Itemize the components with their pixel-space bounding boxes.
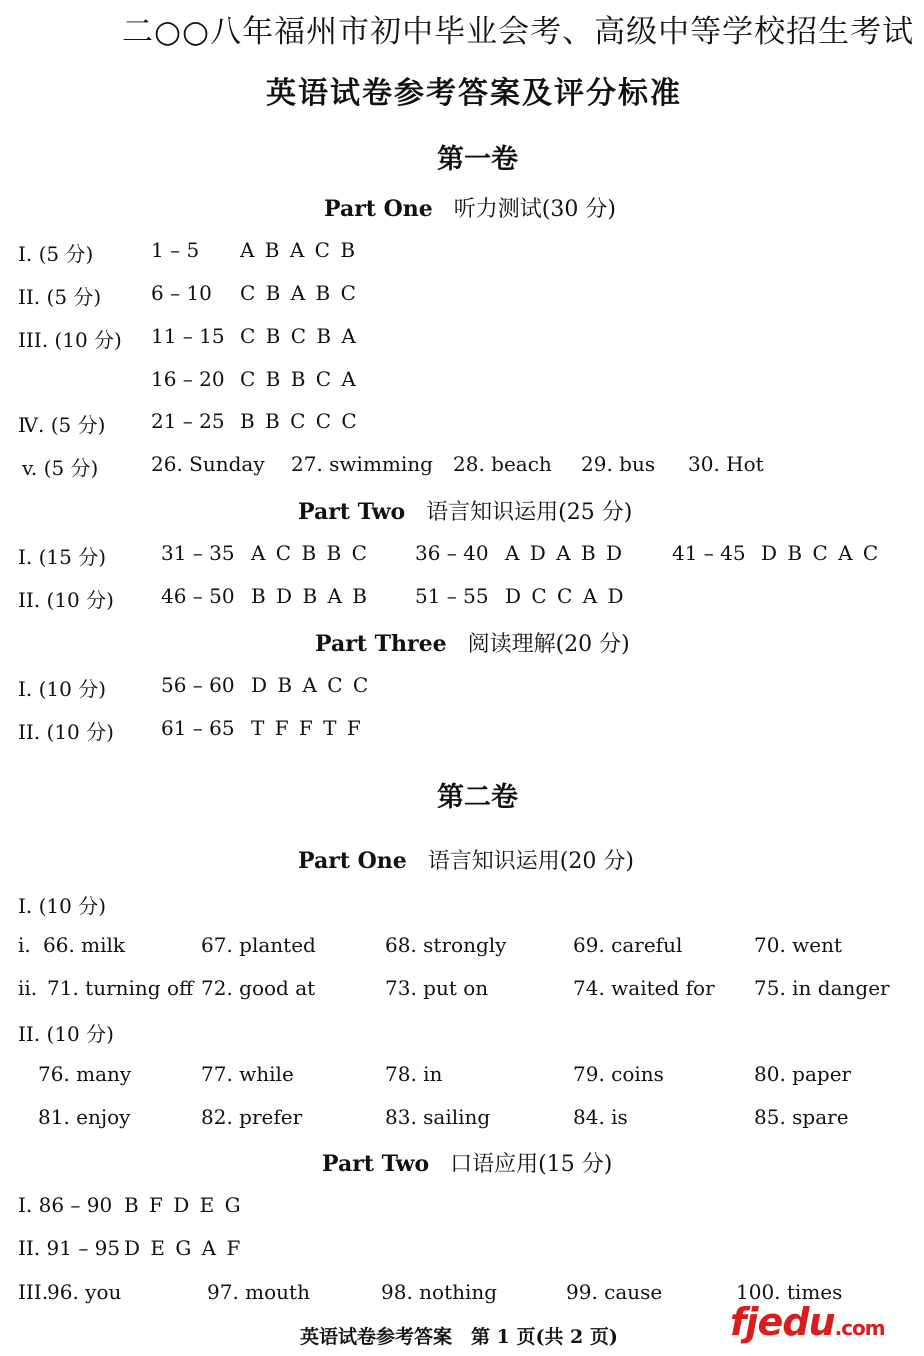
part-name: Part Three [315,631,447,657]
answers: D B C A C [761,541,881,565]
section-label: III. [18,1280,49,1304]
question-range: 36 – 40 [415,541,489,565]
answer-item: 83. sailing [385,1105,491,1129]
answer-item: 30. Hot [688,452,764,476]
answer-item: 82. prefer [201,1105,303,1129]
question-range: 41 – 45 [672,541,746,565]
exam-title: 二○○八年福州市初中毕业会考、高级中等学校招生考试 [122,14,915,50]
answers: A C B B C [251,541,369,565]
v1-part-two-heading [298,495,632,526]
v2-part-two-heading [322,1147,612,1178]
section-label: II. (5 分) [18,285,102,309]
answer-item: 97. mouth [207,1280,310,1304]
answer-item: 77. while [201,1062,294,1086]
answers: B B C C C [240,409,359,433]
answer-item: 84. is [573,1105,628,1129]
section-label: II. (10 分) [18,1022,114,1046]
row-prefix: i. [18,933,31,957]
question-range: 16 – 20 [151,367,225,391]
v1-part-three-heading [315,627,630,658]
answer-item: 75. in danger [754,976,890,1000]
question-range: 51 – 55 [415,584,489,608]
answer-item: 26. Sunday [151,452,265,476]
answers: T F F T F [251,716,363,740]
answer-item: 72. good at [201,976,316,1000]
answer-item: 74. waited for [573,976,715,1000]
answer-item: 28. beach [453,452,552,476]
section-label: Ⅳ. (5 分) [18,413,106,437]
answer-key-title: 英语试卷参考答案及评分标准 [266,76,682,111]
v1-part-one-heading [324,192,616,223]
section-label: I. (15 分) [18,545,107,569]
answer-item: 29. bus [581,452,656,476]
part-name: Part One [324,196,433,222]
answers: A B A C B [240,238,358,262]
row-prefix: ii. [18,976,38,1000]
question-range: 1 – 5 [151,238,200,262]
fjedu-logo [730,1300,885,1344]
volume-2-title: 第二卷 [437,782,518,813]
part-desc: 听力测试(30 分) [453,197,616,222]
answers: D E G A F [124,1236,243,1260]
answer-item: 81. enjoy [38,1105,131,1129]
answer-item: 76. many [38,1062,132,1086]
question-range: 31 – 35 [161,541,235,565]
answer-item: 69. careful [573,933,683,957]
volume-1-title: 第一卷 [437,144,518,175]
section-label: II. (10 分) [18,720,114,744]
section-label: v. (5 分) [22,456,99,480]
answers: D C C A D [505,584,626,608]
answers: C B A B C [240,281,358,305]
part-desc: 口语应用(15 分) [450,1152,613,1177]
answers: C B C B A [240,324,358,348]
v2-part-one-heading [298,844,634,875]
page-footer: 英语试卷参考答案 第 1 页(共 2 页) [300,1326,618,1348]
part-desc: 语言知识运用(20 分) [427,849,634,874]
answers: D B A C C [251,673,371,697]
answer-item: 78. in [385,1062,443,1086]
question-range: 46 – 50 [161,584,235,608]
section-label: I. (5 分) [18,242,94,266]
logo-suffix: .com [834,1316,885,1340]
answers: A D A B D [505,541,625,565]
answer-item: 99. cause [566,1280,663,1304]
logo-brand: fjedu [730,1300,835,1344]
answer-item: 67. planted [201,933,316,957]
section-label: I. 86 – 90 [18,1193,113,1217]
answer-item: 73. put on [385,976,489,1000]
section-label: I. (10 分) [18,677,107,701]
answers: B D B A B [251,584,369,608]
answer-item: 68. strongly [385,933,507,957]
question-range: 56 – 60 [161,673,235,697]
answer-item: 66. milk [43,933,126,957]
answer-item: 70. went [754,933,843,957]
question-range: 61 – 65 [161,716,235,740]
answer-item: 71. turning off [47,976,194,1000]
part-name: Part Two [322,1151,430,1177]
question-range: 11 – 15 [151,324,225,348]
answer-item: 80. paper [754,1062,852,1086]
answers: B F D E G [124,1193,243,1217]
answers: C B B C A [240,367,358,391]
answer-item: 100. times [736,1280,843,1304]
section-label: II. (10 分) [18,588,114,612]
answer-item: 98. nothing [381,1280,498,1304]
part-desc: 语言知识运用(25 分) [426,500,633,525]
section-label: I. (10 分) [18,894,107,918]
question-range: 6 – 10 [151,281,212,305]
answer-item: 79. coins [573,1062,664,1086]
part-name: Part One [298,848,407,874]
part-name: Part Two [298,499,406,525]
answer-item: 27. swimming [291,452,433,476]
answer-item: 85. spare [754,1105,849,1129]
section-label: II. 91 – 95 [18,1236,121,1260]
question-range: 21 – 25 [151,409,225,433]
answer-item: 96. you [47,1280,122,1304]
part-desc: 阅读理解(20 分) [467,632,630,657]
section-label: III. (10 分) [18,328,122,352]
